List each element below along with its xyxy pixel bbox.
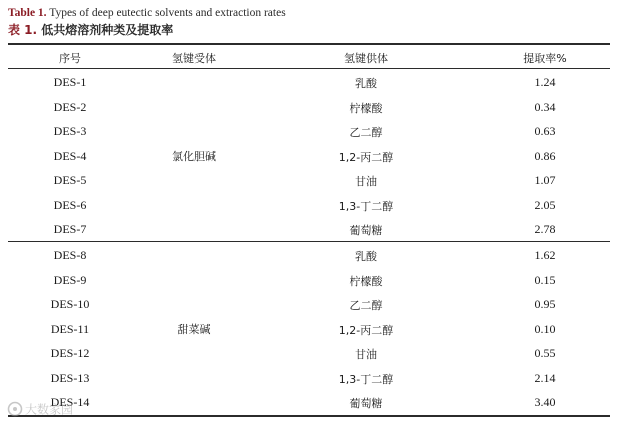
header-serial-number: 序号	[59, 52, 81, 65]
acceptor-cell: 甜菜碱	[177, 323, 211, 336]
table-row	[8, 243, 610, 268]
cell-serial-number: DES-1	[53, 75, 87, 89]
cell-extraction-rate: 1.62	[534, 248, 556, 262]
table-row	[8, 119, 610, 144]
cell-hydrogen-bond-donor: 1,2-丙二醇	[338, 150, 394, 164]
cell-extraction-rate: 0.95	[534, 297, 556, 311]
cell-hydrogen-bond-donor: 乙二醇	[349, 126, 383, 139]
cell-serial-number: DES-9	[53, 272, 87, 287]
table-row	[8, 268, 610, 293]
table-row	[8, 70, 610, 95]
table-number-chinese: 表 1.	[8, 23, 38, 37]
cell-hydrogen-bond-donor: 柠檬酸	[349, 274, 383, 288]
table-header-row	[8, 44, 610, 68]
watermark-dot-icon	[13, 407, 17, 411]
cell-serial-number: DES-7	[53, 222, 87, 236]
cell-hydrogen-bond-donor: 乙二醇	[349, 299, 383, 312]
cell-serial-number: DES-10	[50, 297, 90, 311]
cell-serial-number: DES-13	[50, 370, 90, 385]
cell-serial-number: DES-2	[53, 99, 87, 114]
cell-serial-number: DES-14	[50, 395, 90, 409]
table-row	[8, 366, 610, 391]
table-row	[8, 341, 610, 366]
table-caption-english	[8, 7, 286, 19]
cell-extraction-rate: 1.24	[534, 75, 556, 89]
table-header-rule	[8, 68, 610, 69]
cell-serial-number: DES-4	[53, 148, 87, 163]
table-row	[8, 95, 610, 120]
table-number-english: Table 1.	[8, 7, 47, 19]
cell-hydrogen-bond-donor: 柠檬酸	[349, 101, 383, 115]
table-caption-chinese	[8, 21, 173, 38]
cell-extraction-rate: 3.40	[534, 395, 556, 409]
cell-hydrogen-bond-donor: 甘油	[355, 348, 377, 361]
cell-hydrogen-bond-donor: 乳酸	[355, 77, 377, 90]
table-title-chinese: 低共熔溶剂种类及提取率	[37, 23, 174, 37]
table-bottom-rule	[8, 415, 610, 417]
cell-extraction-rate: 2.05	[534, 197, 556, 212]
cell-extraction-rate: 0.86	[534, 148, 556, 163]
header-hydrogen-bond-acceptor: 氢键受体	[172, 52, 216, 65]
table-row	[8, 390, 610, 415]
table-row	[8, 144, 610, 169]
cell-serial-number: DES-6	[53, 197, 87, 212]
cell-hydrogen-bond-donor: 1,2-丙二醇	[338, 323, 394, 337]
table-row	[8, 168, 610, 193]
cell-hydrogen-bond-donor: 乳酸	[355, 250, 377, 263]
cell-hydrogen-bond-donor: 葡萄糖	[349, 224, 383, 237]
cell-extraction-rate: 0.15	[534, 272, 556, 287]
cell-hydrogen-bond-donor: 甘油	[355, 175, 377, 188]
table-row	[8, 292, 610, 317]
table-group-choline-chloride	[8, 70, 610, 241]
table-group-divider	[8, 241, 610, 242]
cell-serial-number: DES-3	[53, 124, 87, 138]
cell-serial-number: DES-11	[50, 321, 90, 336]
cell-extraction-rate: 0.34	[534, 99, 556, 114]
acceptor-cell: 氯化胆碱	[172, 149, 216, 163]
header-hydrogen-bond-donor: 氢键供体	[344, 52, 388, 65]
cell-extraction-rate: 2.14	[534, 370, 556, 385]
table-row	[8, 217, 610, 242]
cell-hydrogen-bond-donor: 1,3-丁二醇	[338, 199, 394, 213]
table-group-betaine	[8, 243, 610, 415]
cell-hydrogen-bond-donor: 葡萄糖	[349, 397, 383, 410]
watermark-logo	[6, 398, 96, 420]
cell-extraction-rate: 1.07	[534, 173, 556, 187]
cell-hydrogen-bond-donor: 1,3-丁二醇	[338, 372, 394, 386]
cell-extraction-rate: 0.55	[534, 346, 556, 360]
cell-extraction-rate: 0.63	[534, 124, 556, 138]
cell-serial-number: DES-12	[50, 346, 90, 360]
table-title-english: Types of deep eutectic solvents and extraction rates	[46, 7, 286, 19]
table-row	[8, 317, 610, 342]
cell-serial-number: DES-5	[53, 173, 87, 187]
cell-extraction-rate: 0.10	[534, 321, 556, 336]
cell-serial-number: DES-8	[53, 248, 87, 262]
table-row	[8, 193, 610, 218]
watermark-text: 大数家园	[25, 402, 74, 417]
cell-extraction-rate: 2.78	[534, 222, 556, 236]
header-extraction-rate: 提取率%	[523, 52, 567, 65]
